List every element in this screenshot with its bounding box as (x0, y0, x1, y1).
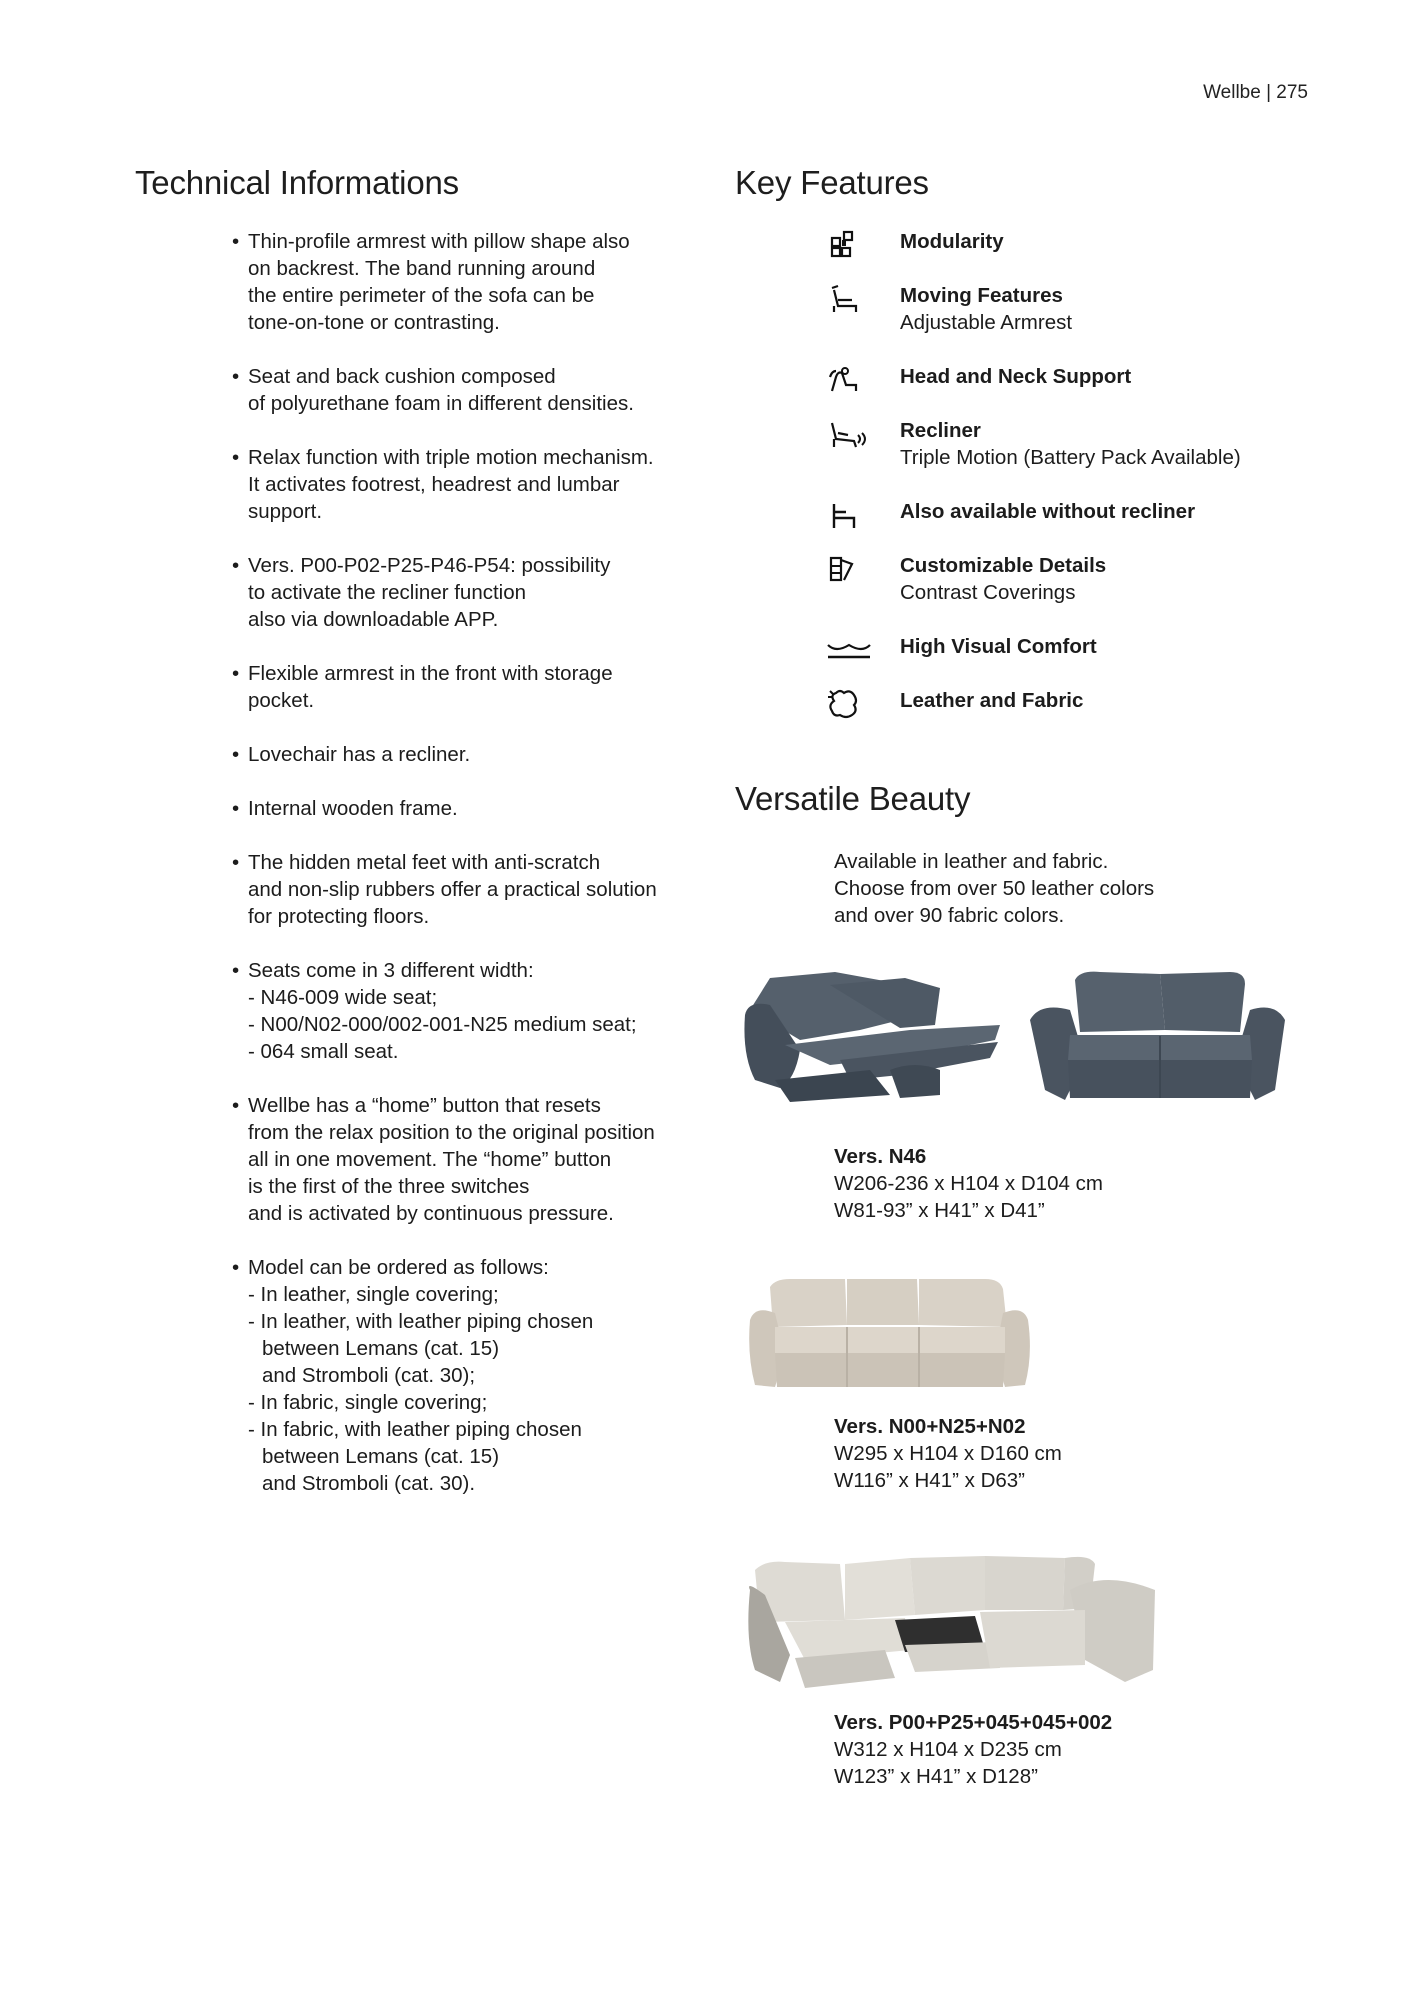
versatile-title: Versatile Beauty (735, 780, 971, 817)
key-features-list (828, 228, 1328, 741)
feature-item (828, 498, 1328, 525)
bullet: • (232, 959, 240, 982)
caption-corner (834, 1709, 1112, 1790)
technical-line: and is activated by continuous pressure. (248, 1202, 614, 1225)
feature-title: Also available without recliner (900, 500, 1196, 523)
bullet: • (232, 230, 240, 253)
version-imperial: W123” x H41” x D128” (834, 1765, 1038, 1788)
technical-line: between Lemans (cat. 15) (262, 1337, 500, 1360)
technical-line: to activate the recliner function (248, 581, 527, 604)
technical-item (232, 228, 702, 336)
version-imperial: W116” x H41” x D63” (834, 1469, 1026, 1492)
bullet: • (232, 365, 240, 388)
technical-item (232, 363, 702, 417)
feature-subtitle: Triple Motion (Battery Pack Available) (900, 446, 1241, 469)
technical-item (232, 552, 702, 633)
technical-line: and Stromboli (cat. 30); (262, 1364, 476, 1387)
caption-n00-n25-n02 (834, 1413, 1062, 1494)
sofa-reclined (744, 972, 1000, 1102)
feature-item (828, 552, 1328, 606)
leather-fabric-icon (826, 687, 872, 721)
feature-subtitle: Contrast Coverings (900, 581, 1076, 604)
version-name: Vers. N46 (834, 1145, 927, 1168)
technical-item (232, 444, 702, 525)
technical-line: Model can be ordered as follows: (248, 1256, 549, 1279)
technical-line: - In leather, with leather piping chosen (248, 1310, 594, 1333)
modularity-icon (826, 228, 872, 262)
versatile-desc-line: Choose from over 50 leather colors (834, 877, 1155, 900)
bullet: • (232, 797, 240, 820)
technical-line: all in one movement. The “home” button (248, 1148, 612, 1171)
bullet: • (232, 851, 240, 874)
technical-item (232, 741, 702, 768)
technical-line: Vers. P00-P02-P25-P46-P54: possibility (248, 554, 611, 577)
customizable-details-icon (826, 552, 872, 586)
technical-item (232, 957, 702, 1065)
technical-item (232, 1092, 702, 1227)
technical-line: Flexible armrest in the front with storage (248, 662, 613, 685)
key-features-title: Key Features (735, 164, 929, 201)
caption-n46 (834, 1143, 1103, 1224)
version-metric: W295 x H104 x D160 cm (834, 1442, 1062, 1465)
page-header: Wellbe | 275 (1203, 82, 1308, 103)
feature-item (828, 363, 1328, 390)
technical-list (232, 228, 702, 1524)
technical-line: Seat and back cushion composed (248, 365, 556, 388)
versatile-desc-line: Available in leather and fabric. (834, 850, 1109, 873)
technical-line: is the first of the three switches (248, 1175, 530, 1198)
feature-title: High Visual Comfort (900, 635, 1097, 658)
feature-title: Leather and Fabric (900, 689, 1084, 712)
technical-line: support. (248, 500, 323, 523)
feature-item (828, 282, 1328, 336)
recliner-icon (826, 417, 872, 451)
versatile-desc-line: and over 90 fabric colors. (834, 904, 1065, 927)
technical-line: Wellbe has a “home” button that resets (248, 1094, 601, 1117)
technical-line: also via downloadable APP. (248, 608, 499, 631)
version-metric: W312 x H104 x D235 cm (834, 1738, 1062, 1761)
technical-line: and Stromboli (cat. 30). (262, 1472, 476, 1495)
feature-title: Customizable Details (900, 554, 1107, 577)
head-neck-support-icon (826, 363, 872, 397)
bullet: • (232, 554, 240, 577)
technical-item (232, 1254, 702, 1497)
technical-line: The hidden metal feet with anti-scratch (248, 851, 601, 874)
technical-line: and non-slip rubbers offer a practical solution (248, 878, 657, 901)
feature-subtitle: Adjustable Armrest (900, 311, 1073, 334)
feature-item (828, 228, 1328, 255)
technical-line: Relax function with triple motion mechanism. (248, 446, 654, 469)
technical-line: on backrest. The band running around (248, 257, 596, 280)
bullet: • (232, 446, 240, 469)
technical-line: - In fabric, with leather piping chosen (248, 1418, 582, 1441)
technical-line: Internal wooden frame. (248, 797, 458, 820)
technical-line: tone-on-tone or contrasting. (248, 311, 500, 334)
technical-line: It activates footrest, headrest and lumbar (248, 473, 620, 496)
feature-title: Moving Features (900, 284, 1063, 307)
feature-item (828, 417, 1328, 471)
technical-line: - In leather, single covering; (248, 1283, 499, 1306)
feature-title: Modularity (900, 230, 1004, 253)
technical-line: Thin-profile armrest with pillow shape also (248, 230, 630, 253)
bullet: • (232, 1094, 240, 1117)
sofa-corner-image (745, 1550, 1165, 1700)
technical-line: - 064 small seat. (248, 1040, 399, 1063)
version-metric: W206-236 x H104 x D104 cm (834, 1172, 1103, 1195)
visual-comfort-icon (826, 633, 872, 667)
bullet: • (232, 662, 240, 685)
bullet: • (232, 743, 240, 766)
technical-item (232, 660, 702, 714)
technical-line: the entire perimeter of the sofa can be (248, 284, 595, 307)
technical-item (232, 849, 702, 930)
technical-line: - N46-009 wide seat; (248, 986, 438, 1009)
version-imperial: W81-93” x H41” x D41” (834, 1199, 1045, 1222)
chair-icon (826, 498, 872, 532)
technical-line: - In fabric, single covering; (248, 1391, 488, 1414)
version-name: Vers. N00+N25+N02 (834, 1415, 1026, 1438)
technical-line: Lovechair has a recliner. (248, 743, 471, 766)
technical-line: Seats come in 3 different width: (248, 959, 534, 982)
sofa-upright (1030, 972, 1285, 1100)
feature-item (828, 633, 1328, 660)
technical-title: Technical Informations (135, 164, 459, 201)
feature-title: Head and Neck Support (900, 365, 1132, 388)
technical-line: between Lemans (cat. 15) (262, 1445, 500, 1468)
bullet: • (232, 1256, 240, 1279)
moving-features-icon (826, 282, 872, 316)
sofa-n46-image (740, 960, 1300, 1110)
technical-item (232, 795, 702, 822)
versatile-description (834, 848, 1154, 929)
version-name: Vers. P00+P25+045+045+002 (834, 1711, 1113, 1734)
feature-item (828, 687, 1328, 714)
technical-line: pocket. (248, 689, 315, 712)
technical-line: for protecting floors. (248, 905, 430, 928)
technical-line: - N00/N02-000/002-001-N25 medium seat; (248, 1013, 637, 1036)
feature-title: Recliner (900, 419, 981, 442)
technical-line: of polyurethane foam in different densities. (248, 392, 634, 415)
sofa-n00-n25-n02-image (745, 1275, 1035, 1395)
technical-line: from the relax position to the original position (248, 1121, 655, 1144)
